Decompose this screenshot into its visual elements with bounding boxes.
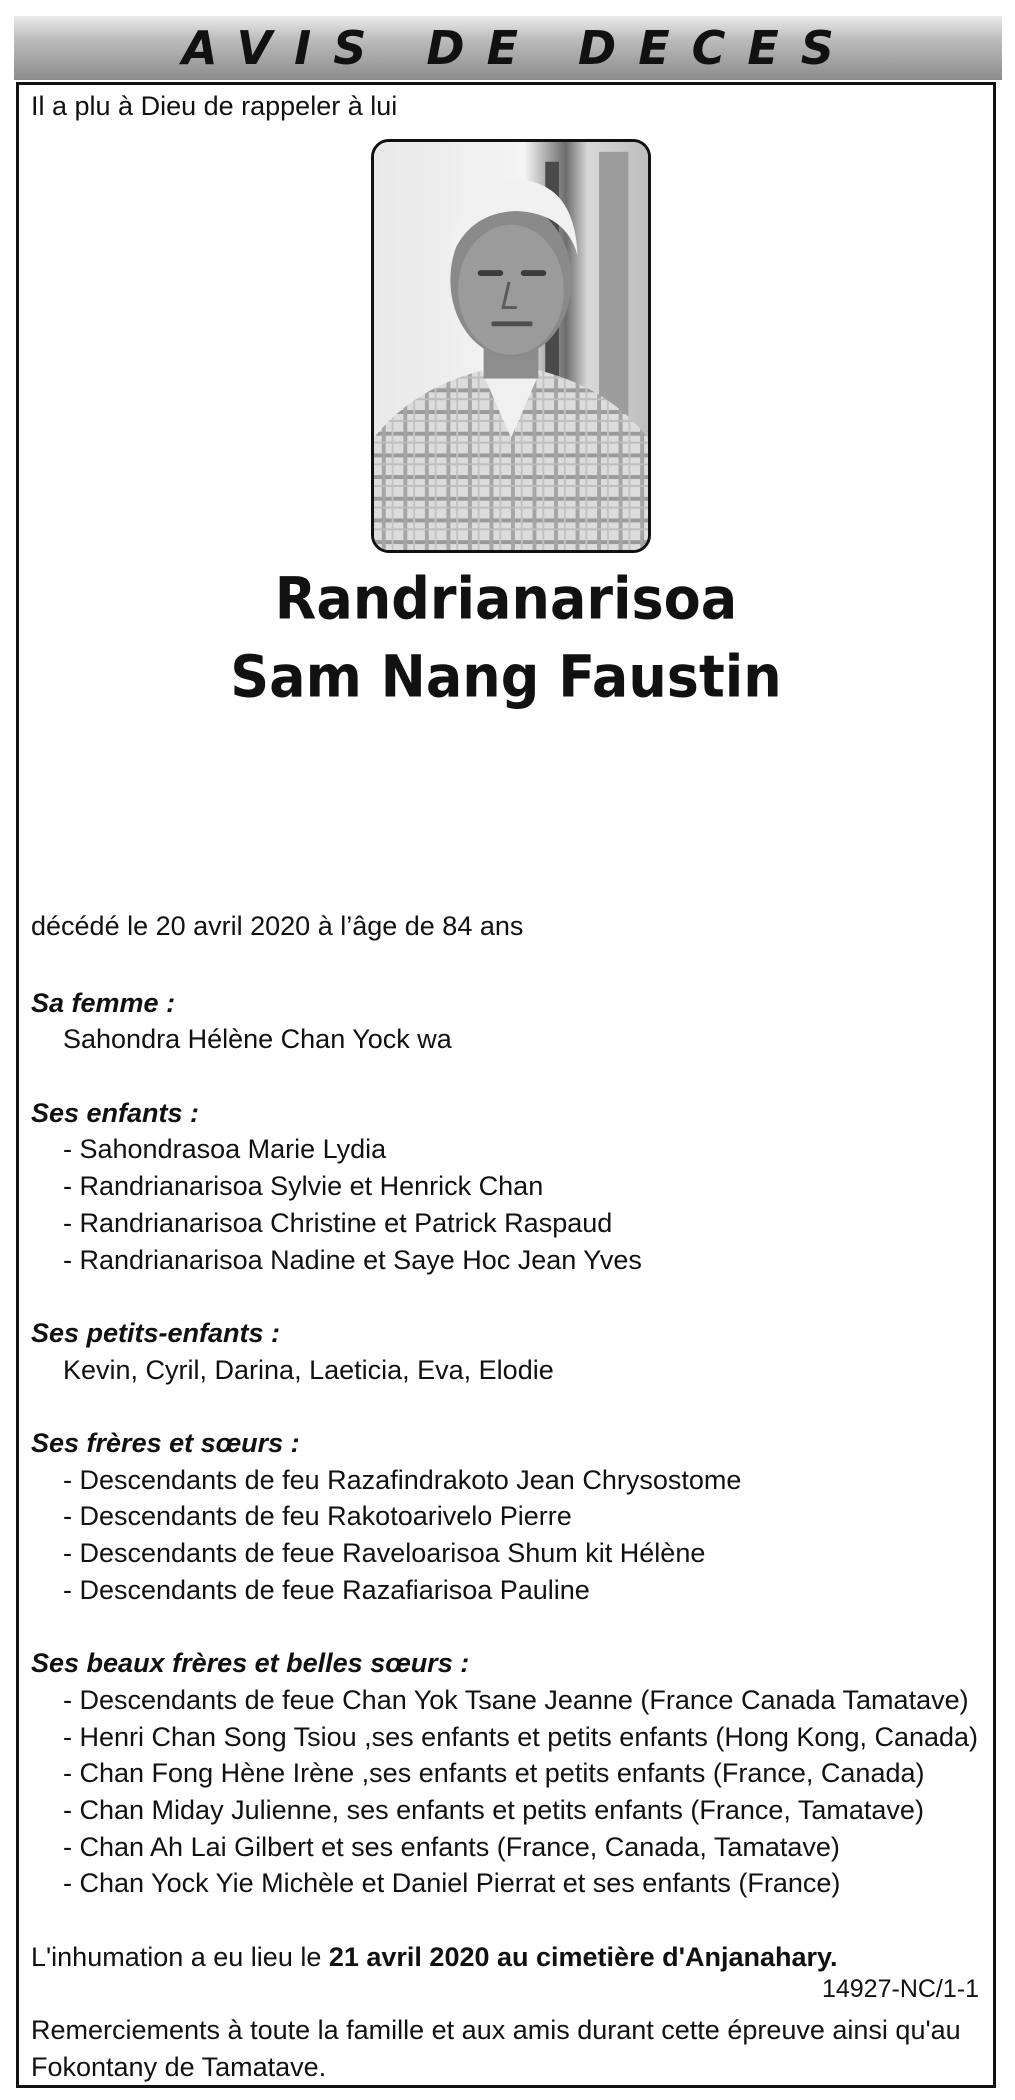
portrait-photo [371,139,651,553]
deceased-surname: Randrianarisoa [274,564,738,633]
burial-statement [31,1942,838,1973]
reference-code: 14927-NC/1-1 [821,1975,979,2003]
inlaw-item: - Chan Ah Lai Gilbert et ses enfants (France, Canada, Tamatave) [63,1832,840,1862]
siblings-heading: Ses frères et sœurs : [31,1428,300,1458]
inlaw-item: - Descendants de feue Chan Yok Tsane Jeanne (France Canada Tamatave) [63,1685,969,1715]
thanks-line-2: Fokontany de Tamatave. [31,2052,327,2082]
thanks-line-1: Remerciements à toute la famille et aux amis durant cette épreuve ainsi qu'au [31,2015,961,2045]
inlaw-item: - Chan Yock Yie Michèle et Daniel Pierrat et ses enfants (France) [63,1868,841,1898]
burial-prefix: L'inhumation a eu lieu le [31,1942,329,1972]
child-item: - Sahondrasoa Marie Lydia [63,1134,387,1164]
inlaw-item: - Chan Miday Julienne, ses enfants et petits enfants (France, Tamatave) [63,1795,924,1825]
grandchildren-heading: Ses petits-enfants : [31,1318,281,1348]
sibling-item: - Descendants de feu Rakotoarivelo Pierre [63,1501,572,1531]
sibling-item: - Descendants de feu Razafindrakoto Jean Chrysostome [63,1465,742,1495]
wife-heading: Sa femme : [31,988,176,1018]
sibling-item: - Descendants de feue Raveloarisoa Shum kit Hélène [63,1538,706,1568]
inlaws-heading: Ses beaux frères et belles sœurs : [31,1648,470,1678]
burial-date-place: 21 avril 2020 au cimetière d'Anjanahary. [328,1942,838,1972]
notice-frame [16,82,996,2088]
notice-title: AVIS DE DECES [182,21,856,75]
portrait-image [374,142,648,550]
wife-name: Sahondra Hélène Chan Yock wa [63,1024,452,1054]
child-item: - Randrianarisoa Christine et Patrick Raspaud [63,1208,613,1238]
intro-text: Il a plu à Dieu de rappeler à lui [31,91,398,121]
children-heading: Ses enfants : [31,1098,200,1128]
inlaw-item: - Chan Fong Hène Irène ,ses enfants et petits enfants (France, Canada) [63,1758,925,1788]
death-statement: décédé le 20 avril 2020 à l’âge de 84 ans [31,911,524,941]
child-item: - Randrianarisoa Nadine et Saye Hoc Jean Yves [63,1245,642,1275]
inlaw-item: - Henri Chan Song Tsiou ,ses enfants et petits enfants (Hong Kong, Canada) [63,1722,979,1752]
notice-header [14,16,1002,80]
deceased-given-names: Sam Nang Faustin [230,642,782,711]
child-item: - Randrianarisoa Sylvie et Henrick Chan [63,1171,544,1201]
sibling-item: - Descendants de feue Razafiarisoa Pauline [63,1575,590,1605]
grandchildren-names: Kevin, Cyril, Darina, Laeticia, Eva, Elodie [63,1355,554,1385]
